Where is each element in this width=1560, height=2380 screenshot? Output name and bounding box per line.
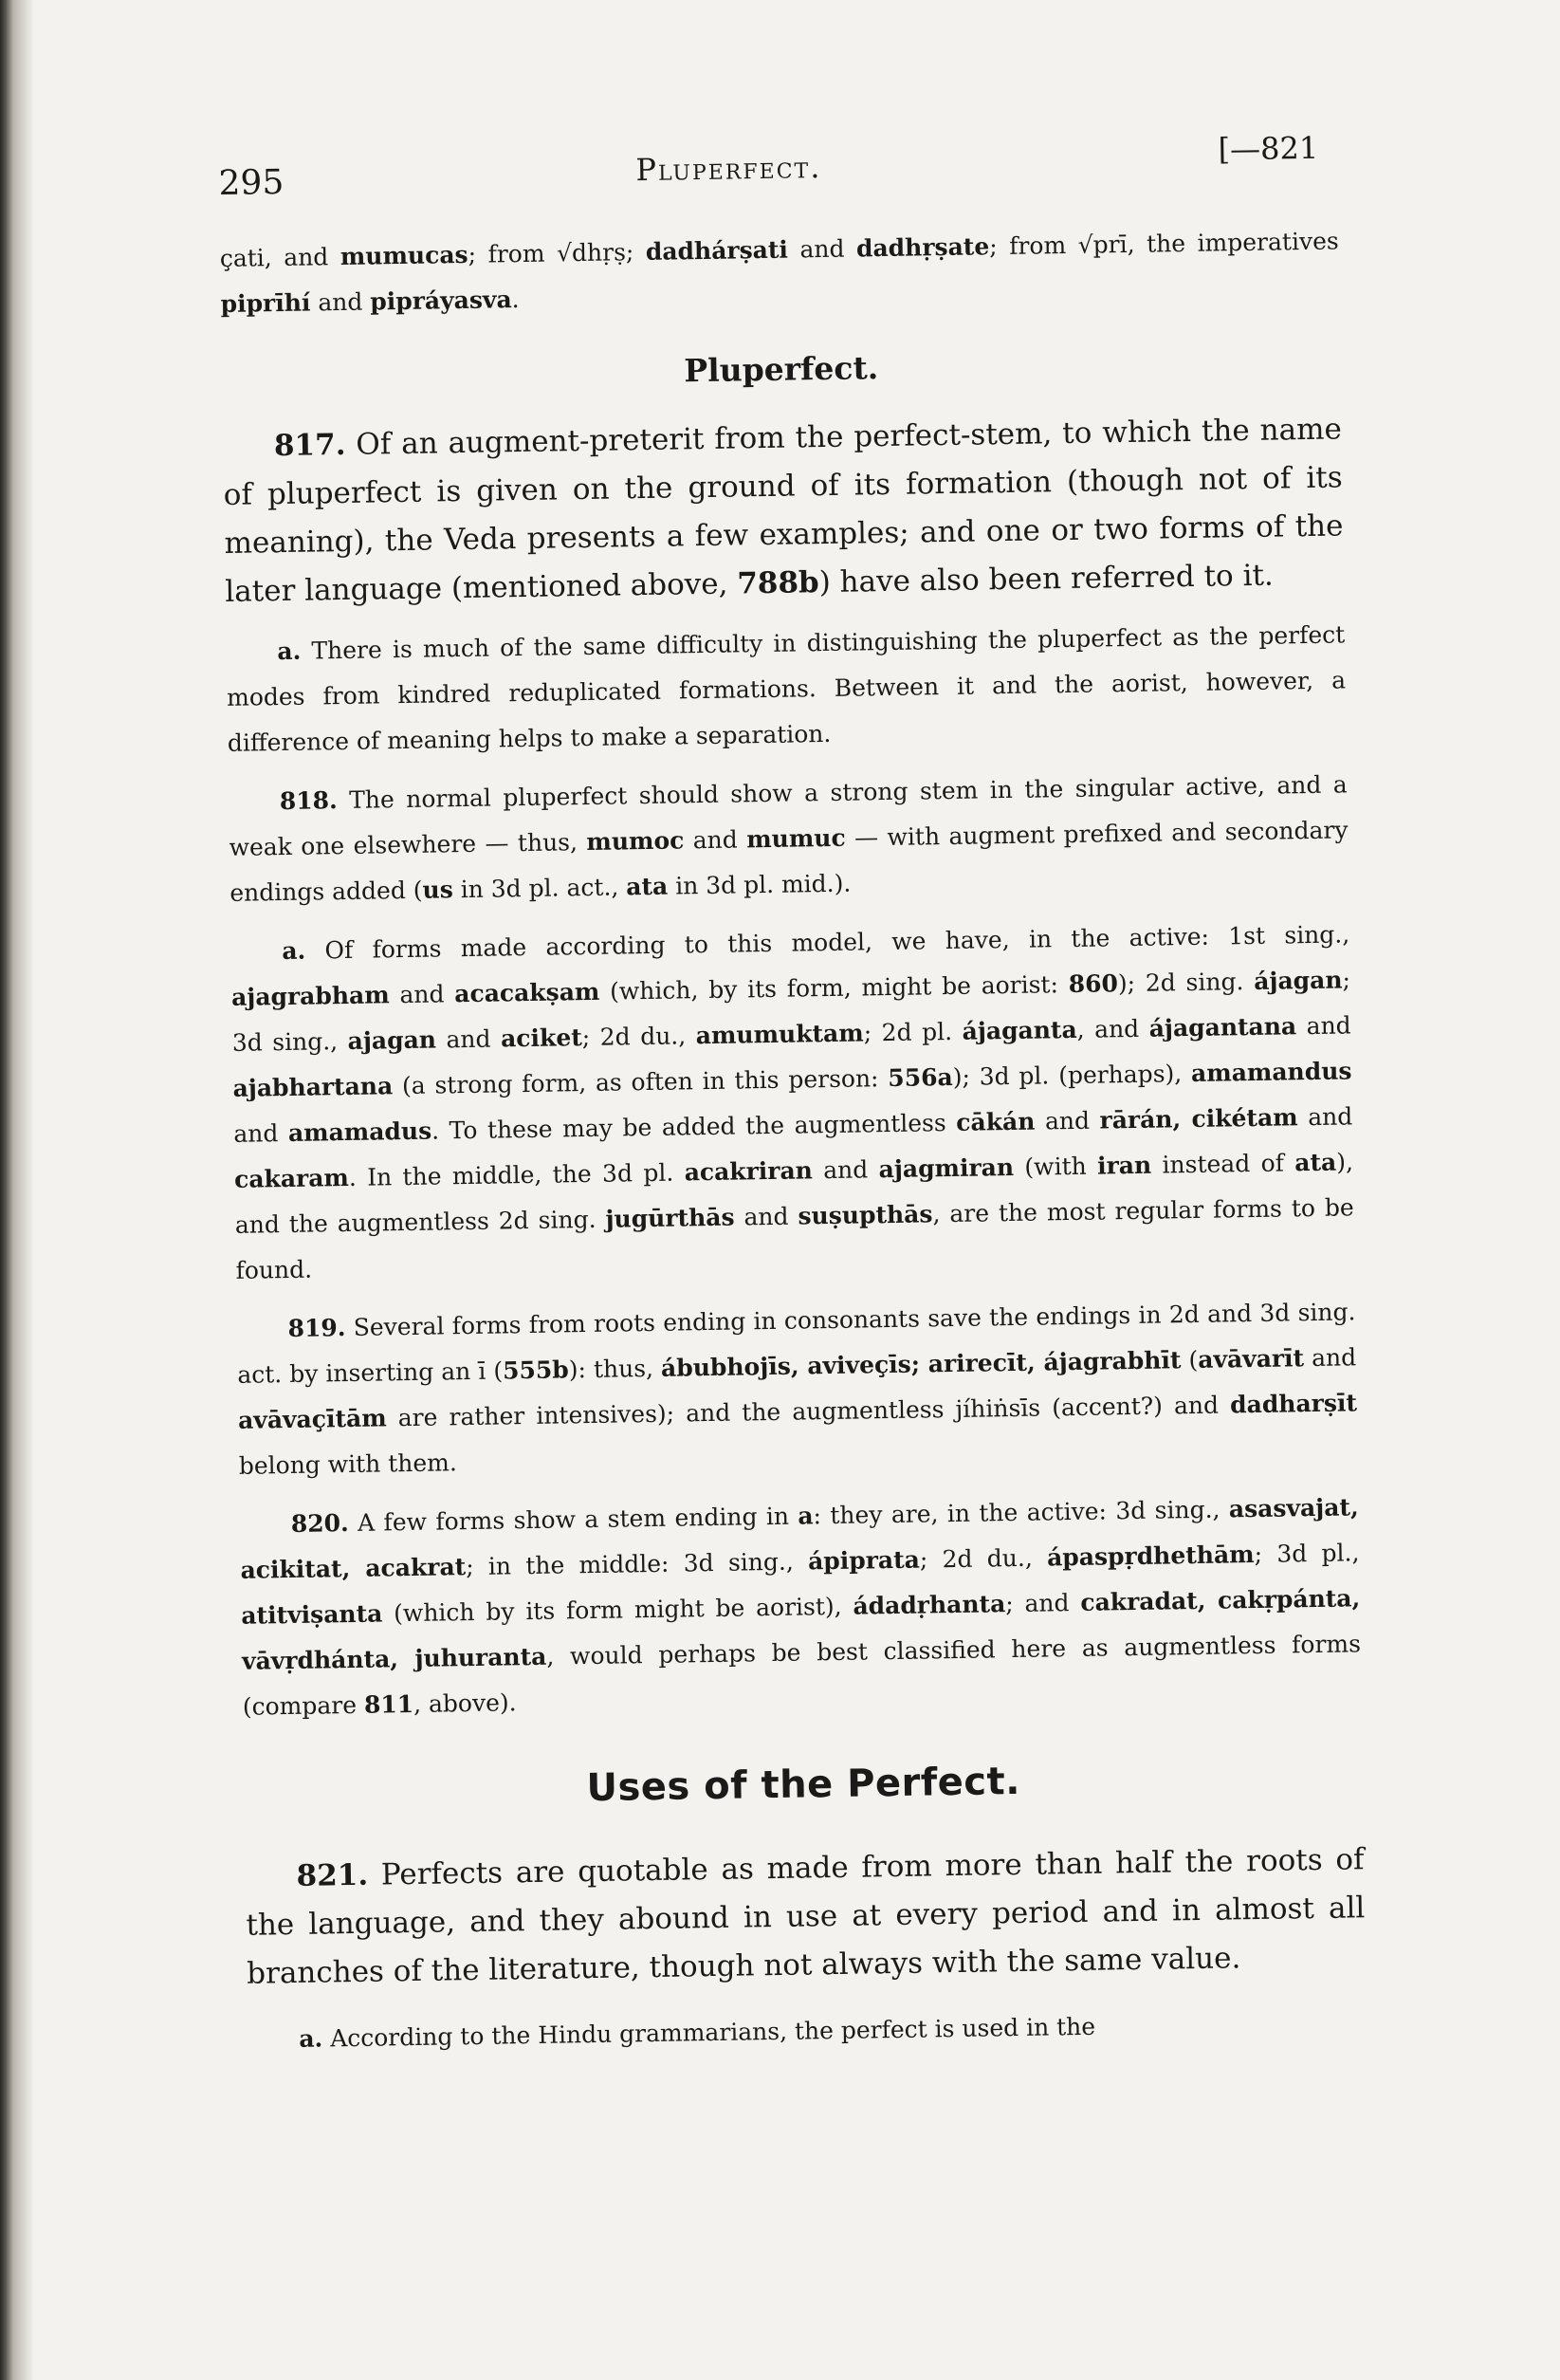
book-page — [218, 129, 1367, 2062]
paragraph-number: 819. — [287, 1314, 346, 1342]
section-reference: [—821 — [1218, 129, 1319, 168]
book-binding-edge — [0, 0, 34, 2380]
paragraph-820: 820. A few forms show a stem ending in a: they are, in the active: 3d sing., asasvajat, acikitat, acakrat; in the middle: 3d sing., ápiprata; 2d du., ápaspṛdhethām; 3d pl., atitviṣanta (which by its form might be aorist), ádadṛhanta; and cakradat, cakṛpánta, vāvṛdhánta, juhuranta, would perhaps be best classified here as augmentless forms (compare 811, above). — [240, 1493, 1362, 1721]
paragraph-number: 821. — [296, 1857, 369, 1893]
section-heading-uses-of-perfect: Uses of the Perfect. — [586, 1759, 1021, 1811]
paragraph-817: 817. Of an augment-preterit from the perfect-stem, to which the name of pluperfect is given on the ground of its formation (though not of its meaning), the Veda presents a few examples; and one or two forms of the later language (mentioned above, 788b) have also been referred to it. — [223, 412, 1344, 609]
paragraph-number: 817. — [273, 427, 346, 464]
running-head — [218, 129, 1338, 204]
running-title: Pluperfect. — [635, 149, 822, 189]
paragraph-number: 818. — [279, 786, 338, 816]
paragraph-818: 818. The normal pluperfect should show a strong stem in the singular active, and a weak one elsewhere — thus, mumoc and mumuc — with augment prefixed and secondary endings added (us in 3d pl. act., ata in 3d pl. mid.). — [229, 770, 1349, 907]
continuation-paragraph: çati, and mumucas; from √dhṛṣ; dadhárṣati and dadhṛṣate; from √prī, the imperatives piprīhí and pipráyasva. — [219, 227, 1339, 318]
page-number: 295 — [218, 162, 284, 203]
paragraph-821a: a. According to the Hindu grammarians, the perfect is used in the — [299, 2012, 1096, 2053]
paragraph-817a: a. There is much of the same difficulty in distinguishing the pluperfect as the perfect modes from kindred reduplicated formations. Between it and the aorist, however, a difference of meaning helps to make a separation. — [226, 620, 1347, 757]
paragraph-821: 821. Perfects are quotable as made from more than half the roots of the language, and they abound in use at every period and in almost all branches of the literature, though not always with the same value. — [246, 1842, 1366, 1991]
paragraph-819: 819. Several forms from roots ending in consonants save the endings in 2d and 3d sing. act. by inserting an ī (555b): thus, ábubhojīs, aviveçīs; arirecīt, ájagrabhīt (avāvarīt and avāvaçītām are rather intensives); and the augmentless jíhiṅsīs (accent?) and dadharṣīt belong with them. — [237, 1298, 1358, 1480]
paragraph-number: 820. — [290, 1509, 349, 1538]
section-heading-pluperfect: Pluperfect. — [684, 349, 879, 390]
paragraph-818a: a. Of forms made according to this model, we have, in the active: 1st sing., ajagrabham and acacakṣam (which, by its form, might be aorist: 860); 2d sing. ájagan; 3d sing., ajagan and aciket; 2d du., amumuktam; 2d pl. ájaganta, and ájagantana and ajabhartana (a strong form, as often in this person: 556a); 3d pl. (perhaps), amamandus and amamadus. To these may be added the augmentless cākán and rārán, cikétam and cakaram. In the middle, the 3d pl. acakriran and ajagmiran (with iran instead of ata), and the augmentless 2d sing. jugūrthās and suṣupthās, are the most regular forms to be found. — [230, 920, 1354, 1284]
